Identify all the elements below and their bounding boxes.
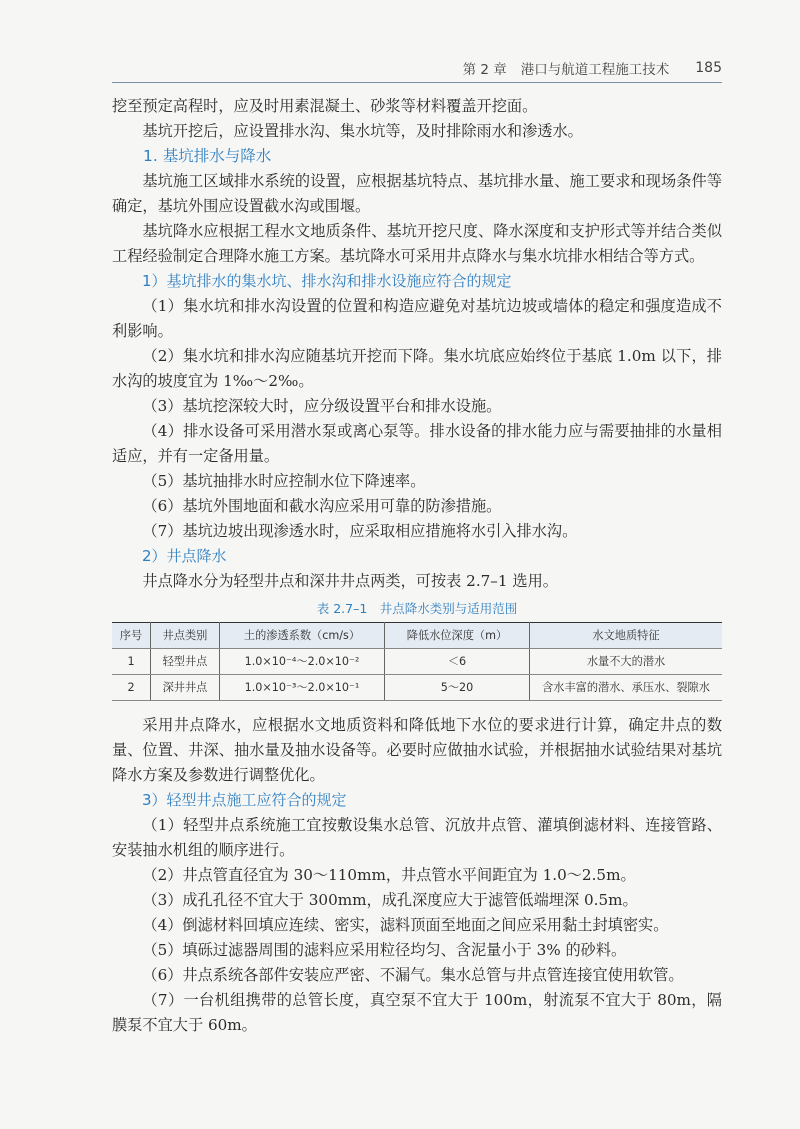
table-cell: 1.0×10⁻³～2.0×10⁻¹ <box>220 675 385 701</box>
list-item: （6）基坑外围地面和截水沟应采用可靠的防渗措施。 <box>142 497 502 515</box>
list-item: （2）集水坑和排水沟应随基坑开挖而下降。集水坑底应始终位于基底 1.0m 以下，排水沟的坡度宜为 1‰～2‰。 <box>112 347 722 390</box>
running-header <box>112 54 722 83</box>
paragraph: 挖至预定高程时，应及时用素混凝土、砂浆等材料覆盖开挖面。 <box>112 97 538 115</box>
list-item: （6）井点系统各部件安装应严密、不漏气。集水总管与井点管连接宜使用软管。 <box>142 966 684 984</box>
page-number: 185 <box>695 60 722 76</box>
table-cell: 深井井点 <box>151 675 220 701</box>
table-header-cell: 土的渗透系数（cm/s） <box>220 623 385 649</box>
list-item: （5）填砾过滤器周围的滤料应采用粒径均匀、含泥量小于 3% 的砂料。 <box>142 941 627 959</box>
paragraph: 采用井点降水，应根据水文地质资料和降低地下水位的要求进行计算，确定井点的数量、位置、井深、抽水量及抽水设备等。必要时应做抽水试验，并根据抽水试验结果对基坑降水方案及参数进行调整优化。 <box>112 716 722 784</box>
list-item: （1）轻型井点系统施工宜按敷设集水总管、沉放井点管、灌填倒滤材料、连接管路、安装抽水机组的顺序进行。 <box>112 816 722 859</box>
table-caption: 表 2.7–1 井点降水类别与适用范围 <box>316 601 518 616</box>
table-row <box>112 649 722 675</box>
list-item: （4）排水设备可采用潜水泵或离心泵等。排水设备的排水能力应与需要抽排的水量相适应，并有一定备用量。 <box>112 422 722 465</box>
paragraph: 基坑降水应根据工程水文地质条件、基坑开挖尺度、降水深度和支护形式等并结合类似工程经验制定合理降水施工方案。基坑降水可采用井点降水与集水坑排水相结合等方式。 <box>112 222 722 265</box>
table-header-cell: 序号 <box>112 623 151 649</box>
table-cell: 1 <box>112 649 151 675</box>
list-item: （2）井点管直径宜为 30～110mm，井点管水平间距宜为 1.0～2.5m。 <box>142 866 636 884</box>
table-header-cell: 井点类别 <box>151 623 220 649</box>
list-item: （7）一台机组携带的总管长度，真空泵不宜大于 100m，射流泵不宜大于 80m，隔膜泵不宜大于 60m。 <box>112 991 722 1034</box>
paragraph: 井点降水分为轻型井点和深井井点两类，可按表 2.7–1 选用。 <box>142 572 558 590</box>
subsection-heading: 2）井点降水 <box>142 547 227 565</box>
table-row <box>112 675 722 701</box>
subsection-heading: 3）轻型井点施工应符合的规定 <box>142 791 347 809</box>
table-cell: 水量不大的潜水 <box>530 649 723 675</box>
table-cell: 2 <box>112 675 151 701</box>
table-cell: ＜6 <box>385 649 530 675</box>
list-item: （3）成孔孔径不宜大于 300mm，成孔深度应大于滤管低端埋深 0.5m。 <box>142 891 638 909</box>
list-item: （7）基坑边坡出现渗透水时，应采取相应措施将水引入排水沟。 <box>142 522 578 540</box>
table-cell: 轻型井点 <box>151 649 220 675</box>
list-item: （5）基坑抽排水时应控制水位下降速率。 <box>142 472 426 490</box>
chapter-title: 港口与航道工程施工技术 <box>520 62 670 78</box>
table-header-cell: 水文地质特征 <box>530 623 723 649</box>
table-cell: 5～20 <box>385 675 530 701</box>
list-item: （4）倒滤材料回填应连续、密实，滤料顶面至地面之间应采用黏土封填密实。 <box>142 916 669 934</box>
chapter-number: 第 2 章 <box>462 62 507 78</box>
table-header-cell: 降低水位深度（m） <box>385 623 530 649</box>
list-item: （1）集水坑和排水沟设置的位置和构造应避免对基坑边坡或墙体的稳定和强度造成不利影响。 <box>112 297 722 340</box>
paragraph: 基坑施工区域排水系统的设置，应根据基坑特点、基坑排水量、施工要求和现场条件等确定，基坑外围应设置截水沟或围堰。 <box>112 172 722 215</box>
table-cell: 1.0×10⁻⁴～2.0×10⁻² <box>220 649 385 675</box>
list-item: （3）基坑挖深较大时，应分级设置平台和排水设施。 <box>142 397 502 415</box>
page-body <box>112 94 722 1038</box>
paragraph: 基坑开挖后，应设置排水沟、集水坑等，及时排除雨水和渗透水。 <box>142 122 583 140</box>
table-cell: 含水丰富的潜水、承压水、裂隙水 <box>530 675 723 701</box>
subsection-heading: 1）基坑排水的集水坑、排水沟和排水设施应符合的规定 <box>142 272 512 290</box>
table-header-row <box>112 623 722 649</box>
dewatering-table <box>112 622 722 701</box>
section-heading: 1. 基坑排水与降水 <box>143 147 272 165</box>
